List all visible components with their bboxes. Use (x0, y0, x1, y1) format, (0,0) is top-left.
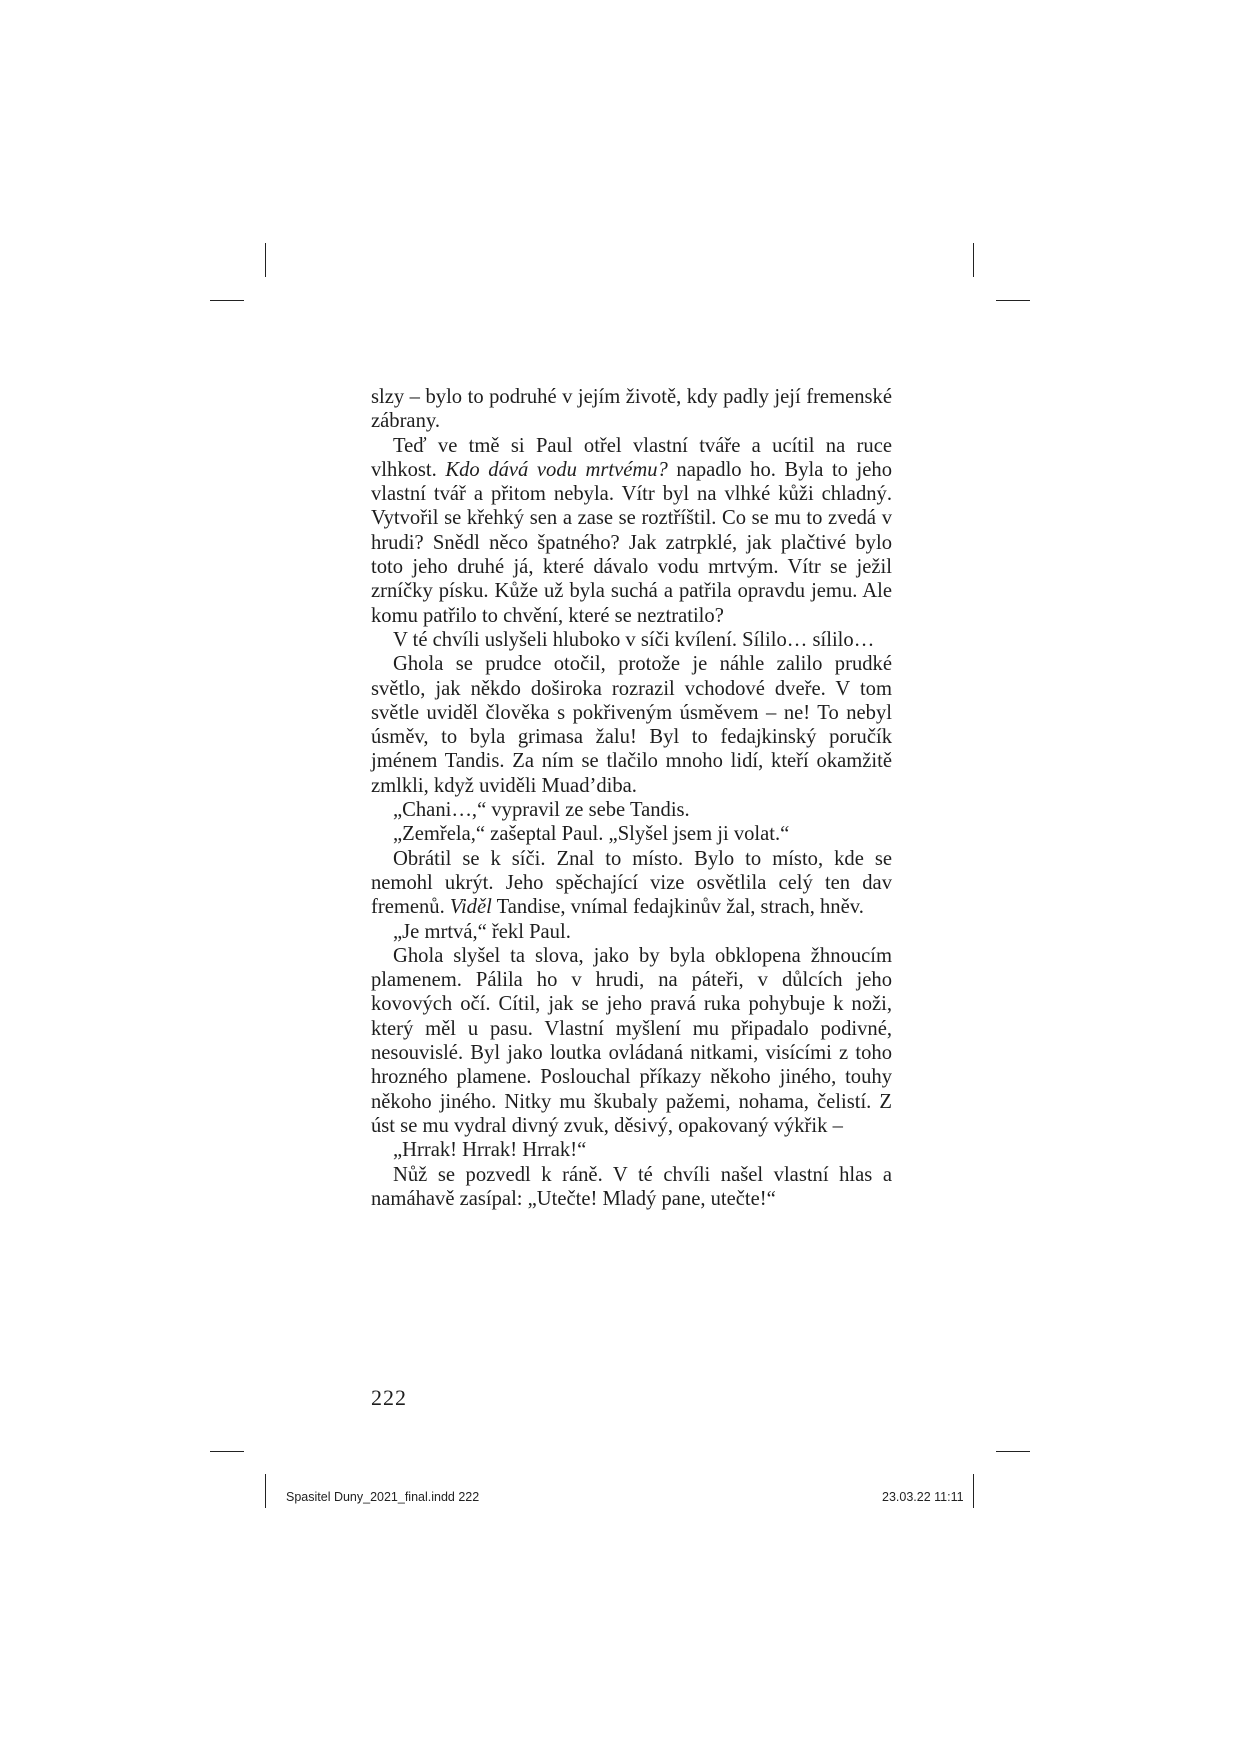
crop-mark-top-right-vertical (973, 243, 974, 277)
text-run: Nůž se pozvedl k ráně. V té chvíli našel vlastní hlas a namáhavě zasípal: „Utečte! Mladý pane, utečte!“ (371, 1163, 892, 1210)
text-run: slzy – bylo to podruhé v jejím životě, kdy padly její fremenské zábrany. (371, 386, 892, 433)
body-text (371, 385, 892, 1211)
text-run: Tandise, vnímal fedajkinův žal, strach, hněv. (491, 896, 864, 919)
paragraph (371, 847, 892, 920)
crop-mark-top-left-horizontal (210, 300, 244, 301)
paragraph (371, 1163, 892, 1212)
text-run: Teď ve tmě si Paul otřel vlastní tváře a ucítil na ruce vlhkost. (371, 434, 892, 481)
text-run: napadlo ho. Byla to jeho vlastní tvář a přitom nebyla. Vítr byl na vlhké kůži chladný. Vytvořil se křehký sen a zase se roztříštil. Co se mu to zvedá v hrudi? Snědl něco špatného? Jak zatrpklé, jak plačtivé bylo toto jeho druhé já, které dávalo vodu mrtvým. Vítr se ježil zrníčky písku. Kůže už byla suchá a patřila opravdu jemu. Ale komu patřilo to chvění, které se neztratilo? (371, 458, 892, 627)
text-run: Obrátil se k síči. Znal to místo. Bylo to místo, kde se nemohl ukrýt. Jeho spěchající vize osvětlila celý ten dav fremenů. (371, 847, 892, 919)
slug-datetime: 23.03.22 11:11 (882, 1490, 964, 1504)
slug-file-name: Spasitel Duny_2021_final.indd 222 (286, 1490, 480, 1504)
paragraph (371, 652, 892, 798)
text-run: „Hrrak! Hrrak! Hrrak!“ (393, 1139, 587, 1162)
page-number: 222 (371, 1385, 407, 1410)
paragraph (371, 1138, 892, 1162)
paragraph (371, 798, 892, 822)
crop-mark-bottom-left-vertical (265, 1474, 266, 1508)
paragraph (371, 920, 892, 944)
paragraph (371, 385, 892, 434)
crop-mark-bottom-right-vertical (973, 1474, 974, 1508)
crop-mark-bottom-right-horizontal (996, 1451, 1030, 1452)
text-run: V té chvíli uslyšeli hluboko v síči kvílení. Sílilo… sílilo… (393, 628, 875, 651)
italic-text: Viděl (449, 896, 492, 919)
paragraph (371, 944, 892, 1138)
paragraph (371, 434, 892, 628)
crop-mark-top-right-horizontal (996, 300, 1030, 301)
text-run: „Chani…,“ vypravil ze sebe Tandis. (393, 799, 690, 822)
crop-mark-top-left-vertical (265, 243, 266, 277)
text-run: Ghola slyšel ta slova, jako by byla obklopena žhnoucím plamenem. Pálila ho v hrudi, na páteři, v důlcích jeho kovových očí. Cítil, jak se jeho pravá ruka pohybuje k noži, který měl u pasu. Vlastní myšlení mu připadalo podivné, nesouvislé. Byl jako loutka ovládaná nitkami, visícími z toho hrozného plamene. Poslouchal příkazy někoho jiného, touhy někoho jiného. Nitky mu škubaly pažemi, nohama, čelistí. Z úst se mu vydral divný zvuk, děsivý, opakovaný výkřik – (371, 944, 892, 1137)
italic-text: Kdo dává vodu mrtvému? (445, 458, 668, 481)
paragraph (371, 822, 892, 846)
text-run: „Zemřela,“ zašeptal Paul. „Slyšel jsem ji volat.“ (393, 823, 790, 846)
crop-mark-bottom-left-horizontal (210, 1451, 244, 1452)
text-run: Ghola se prudce otočil, protože je náhle zalilo prudké světlo, jak někdo doširoka rozrazil vchodové dveře. V tom světle uviděl člověka s pokřiveným úsměvem – ne! To nebyl úsměv, to byla grimasa žalu! Byl to fedajkinský poručík jménem Tandis. Za ním se tlačilo mnoho lidí, kteří okamžitě zmlkli, když uviděli Muad’diba. (371, 653, 892, 797)
text-run: „Je mrtvá,“ řekl Paul. (393, 920, 571, 943)
paragraph (371, 628, 892, 652)
